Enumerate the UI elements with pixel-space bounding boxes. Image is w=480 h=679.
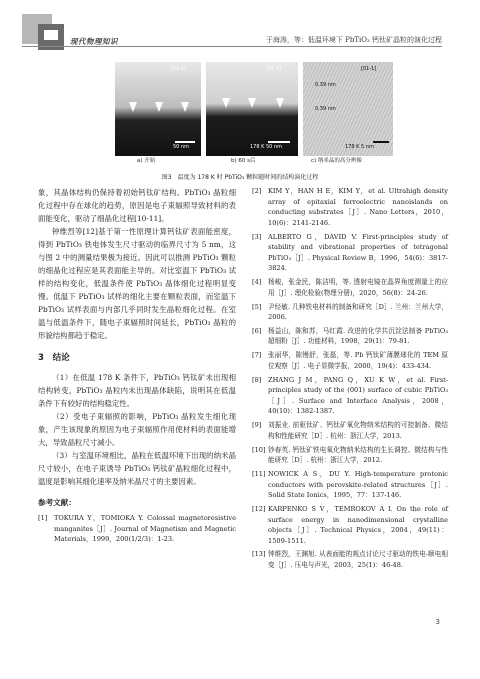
reference-item [252,504,448,546]
journal-logo [22,14,118,54]
zone-axis-label-c: [01-1] [361,66,377,72]
reference-item [252,469,448,501]
reference-item [252,549,448,570]
reference-item [252,277,448,298]
figure-3 [115,62,393,164]
reference-number: [3] [252,232,262,241]
reference-number: [13] [252,550,266,559]
body-paragraph: 钟维烈等[12]基于第一性原理计算钙钛矿表面能密度，得到 PbTiO₃ 铁电体发生尺寸驱动的临界尺寸为 5 nm，这与图 2 中的测量结果极为接近。因此可以推测 PbTiO₃ 颗粒的细晶化过程应是其表面能主导的。对比室温下 PbTiO₃ 试样的结构变化，低温条件使 PbTiO₃ 晶体细化过程明显变慢。低温下 PbTiO₃ 试样的细化主要在颗粒表面，而室温下 PbTiO₃ 试样表面与内部几乎同时发生晶粒细化过程。在室温与低温条件下，随电子束辐照时间延长，PbTiO₃ 晶粒的形貌结构都趋于稳定。 [38,227,236,340]
reference-item [252,445,448,466]
reference-number: [7] [252,351,262,360]
reference-number: [6] [252,326,262,335]
references-heading: 参考文献： [38,498,76,507]
lattice-spacing-label: 0.39 nm [315,106,336,112]
header-divider [22,46,442,47]
reference-text: 尹经敏. 几种铁电材料的制备和研究［D］. 兰州：兰州大学，2006. [268,302,448,322]
reference-item [252,302,448,323]
reference-number: [1] [38,514,48,522]
reference-item [252,232,448,274]
reference-number: [12] [252,504,266,513]
reference-number: [8] [252,375,262,384]
reference-text: 刘振业. 前驱钛矿、钙钛矿氧化物纳米结构的可控制备、微结构和性能研究［D］. 杭州：浙江大学，2013. [268,421,448,440]
reference-number: [2] [252,187,262,195]
arrow-marker-icon [276,98,284,108]
lattice-spacing-label: 0.39 nm [315,82,336,88]
scale-label-c: 178 K 5 nm [345,144,374,150]
reference-item [252,420,448,441]
section-heading: 3 结论 [38,353,70,363]
left-column [38,186,236,548]
scale-bar-c [373,141,389,143]
subcaption-c: c) 纳米晶的高分辨像 [311,158,362,164]
reference-text: TOKURA Y，TOMIOKA Y. Colossal magnetoresistive manganites［J］. Journal of Magnetism and Magnetic Materials，1999，200(1/2/3)：1-23. [54,514,236,544]
scale-label-a: 50 nm [173,144,189,150]
reference-number: [9] [252,421,262,430]
reference-text: ZHANG J M，PANG Q，XU K W，et al. First-principles study of the (001) surface of cubic PbTiO₃［J］. Surface and Interface Analysis，2008，40(10)：1382-1387. [268,375,448,416]
subcaption-a: a) 开始 [137,158,156,164]
reference-number: [4] [252,278,262,287]
reference-text: 杨益山，陈和苏，马红霞. 改进的化学共沉淀法制备 PbTiO₃ 超细粉［J］. 功能材料，1998，29(1)：79-81. [268,326,448,346]
scale-bar-a [175,141,195,143]
reference-text: KIM Y，HAN H E，KIM Y，et al. Ultrahigh density array of epitaxial ferroelectric nanoislands on conducting substrates［J］. Nano Letters，2010，10(6)：2141-2146. [268,187,448,227]
hrtem-image-c [303,62,393,156]
scale-label-b: 178 K 50 nm [250,144,282,150]
reference-text: KARPENKO S V，TEMROKOV A I. On the role of surface energy in nanodimensional crystalline objects［J］. Technical Physics，2004，49(11)：1509-1511. [268,504,448,545]
reference-item [252,375,448,417]
reference-item [38,513,236,545]
conclusion-item: （1）在低温 178 K 条件下，PbTiO₃ 钙钛矿未出现相结构转变，PbTiO₃ 晶粒内未出现晶体缺陷，说明其在低温条件下有较好的结构稳定性。 [38,373,236,408]
reference-number: [11] [252,469,266,478]
tem-image-b [206,62,298,156]
reference-text: ALBERTO G，DAVID V. First-principles study of stability and vibrational properties of tetragonal PbTiO₃［J］. Physical Review B，1996，54(6)：3817-3824. [268,232,448,273]
arrow-marker-icon [248,98,256,108]
tem-image-a [115,62,201,156]
reference-item [252,326,448,347]
conclusion-item: （3）与室温环境相比，晶粒在低温环境下出现的纳米晶尺寸较小，在电子束诱导 PbTiO₃ 钙钛矿晶粒细化过程中，温度是影响其细化速率及纳米晶尺寸的主要因素。 [38,451,236,486]
zone-axis-label-b: [01-1] [266,66,282,72]
conclusion-item: （2）受电子束辐照的影响，PbTiO₃ 晶粒发生细化现象，产生该现象的原因为电子束辐照作用使材料的表面能增大，导致晶粒尺寸减小。 [38,412,236,447]
arrow-marker-icon [129,102,137,112]
reference-item [252,186,448,228]
figure-caption: 图3 温度为 178 K 时 PbTiO₃ 颗粒随时间的结构演化过程 [161,174,319,181]
page-number: 3 [435,618,440,626]
reference-text: 张丽华，陈慢舒，张磊，等. Pb 钙钛矿薄膜球化的 TEM 原位观察［J］. 电子显微学报，2000，19(4)：433-434. [268,351,448,370]
reference-number: [10] [252,445,266,454]
arrow-marker-icon [222,98,230,108]
reference-text: 钟维烈，王渊旭. 从表面能的观点讨论尺寸驱动的铁电-顺电相变［J］. 压电与声光，2003，25(1)：46-48. [268,550,448,570]
body-paragraph: 象，其晶体结构仍保持着初始钙钛矿结构。PbTiO₃ 晶粒细化过程中存在球化的趋势，原因是电子束辐照导致材料的表面能变化，驱动了细晶化过程[10-11]。 [38,188,236,223]
zone-axis-label-a: [01-1] [171,66,187,72]
reference-text: 杨峻，张金民，陈洁明，等. 透射电镜在晶界角度测量上的应用［J］. 理化检验(物理分册)，2020，56(8)：24-26. [268,278,448,297]
reference-text: 钞春英. 钙钛矿铁电氧化物纳米结构的生长调控、微结构与性能研究［D］. 杭州：浙江大学，2012. [268,445,448,465]
scale-bar-b [268,141,290,143]
subcaption-b: b) 60 s后 [231,158,256,164]
right-column [252,186,448,574]
reference-text: NOWICK A S，DU Y. High-temperature protonic conductors with perovskite-related structures［J］. Solid State Ionics，1995，77：137-146. [268,469,448,500]
logo-shape-cutout [44,30,58,40]
journal-name: 现代物理知识 [70,37,118,46]
reference-item [252,350,448,371]
reference-number: [5] [252,302,262,311]
arrow-marker-icon [155,102,163,112]
running-title: 于海涛，等：低温环境下 PbTiO₃ 钙钛矿晶粒的演化过程 [265,36,442,44]
arrow-marker-icon [181,102,189,112]
